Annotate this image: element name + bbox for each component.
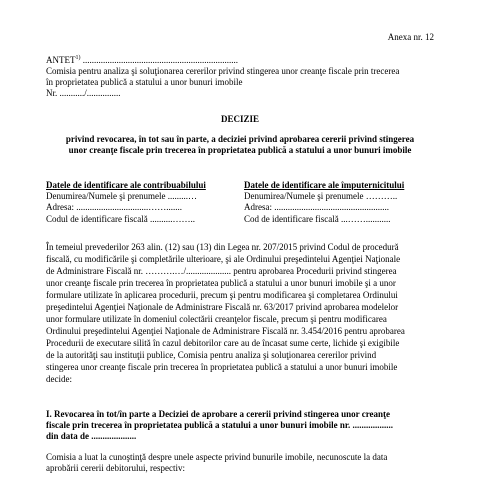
annex-number: Anexa nr. 12 <box>387 32 434 42</box>
body-line-5: formulare utilizate în aplicarea procedurii, precum şi pentru modificarea şi completarea Ordinului <box>46 290 398 300</box>
proxy-fiscal-code-field: Cod de identificare fiscală ...……........... <box>244 214 391 224</box>
body-line-8: Ordinului preşedintelui Agenţiei Naţionale de Administrare Fiscală nr. 3.454/2016 pentru aprobarea <box>46 326 405 336</box>
body-line-10: de la autorităţi sau instituţii publice, Comisia pentru analiza şi soluţionarea cererilor privind <box>46 350 377 360</box>
body-line-4: unor creanţe fiscale prin trecerea în proprietatea publică a statului a unor bunuri imobile şi a unor <box>46 278 396 288</box>
taxpayer-name-field: Denumirea/Numele şi prenumele .........… <box>46 191 197 201</box>
taxpayer-address-field: Adresa: ................................……....... <box>46 202 182 212</box>
antet-label: ANTET <box>46 55 76 65</box>
antet-line <box>46 55 238 65</box>
section-1-title-line-2: fiscale prin trecerea în proprietatea publică a statului a unor bunuri imobile nr. .................. <box>46 420 394 430</box>
commission-line-1: Comisia pentru analiza şi soluţionarea cererilor privind stingerea unor creanţe fiscale prin trecerea <box>46 66 400 76</box>
proxy-name-field: Denumirea/Numele şi prenumele ……….. <box>244 191 398 201</box>
antet-fill: ..................................................................... <box>80 55 238 65</box>
decision-title: DECIZIE <box>220 114 259 124</box>
body-line-6: preşedintelui Agenţiei Naţionale de Administrare Fiscală nr. 63/2017 privind aprobarea modelelor <box>46 302 399 312</box>
body-line-2: fiscală, cu modificările şi completările ulterioare, şi ale Ordinului preşedintelui Agenţiei Naţionale <box>46 254 401 264</box>
proxy-address-field: Adresa: ................................................... <box>244 202 389 212</box>
body-line-1: În temeiul prevederilor 263 alin. (12) sau (13) din Legea nr. 207/2015 privind Codul de procedură <box>46 242 399 252</box>
decision-subtitle-line-1: privind revocarea, în tot sau în parte, a deciziei privind aprobarea cererii privind stingerea <box>65 134 415 144</box>
taxpayer-id-heading: Datele de identificare ale contribuabilului <box>46 180 206 190</box>
section-1-title-line-3: din data de .................... <box>46 431 137 441</box>
body-line-9: Procedurii de executare silită în cazul debitorilor care au de încasat sume certe, lichide şi exigibile <box>46 338 400 348</box>
section-1-text-line-1: Comisia a luat la cunoştinţă despre unele aspecte privind bunurile imobile, necunoscute la data <box>46 452 388 462</box>
commission-line-2: în proprietatea publică a statului a unor bunuri imobile <box>46 77 243 87</box>
section-1-text-line-2: aprobării cererii debitorului, respectiv: <box>46 463 185 473</box>
decision-subtitle-line-2: unor creanţe fiscale prin trecerea în proprietatea publică a statului a unor bunuri imobile <box>68 145 412 155</box>
registration-number: Nr. .........../............... <box>46 88 121 98</box>
body-line-3: de Administrare Fiscală nr. ……….…/.................... pentru aprobarea Procedurii privind stingerea <box>46 266 397 276</box>
antet-footnote-mark: 1) <box>75 55 81 61</box>
proxy-id-heading: Datele de identificare ale împuternicitului <box>244 180 405 190</box>
body-line-7: unor formulare utilizate în domeniul colectării creanţelor fiscale, precum şi pentru modificarea <box>46 314 387 324</box>
section-1-title-line-1: I. Revocarea în tot/în parte a Deciziei de aprobare a cererii privind stingerea unor creanţe <box>46 409 391 419</box>
taxpayer-fiscal-code-field: Codul de identificare fiscală ..........…….. <box>46 214 195 224</box>
body-line-12: decide: <box>46 374 72 384</box>
body-line-11: stingerea unor creanţe fiscale prin trecerea în proprietatea publică a statului a unor bunuri imobile <box>46 362 398 372</box>
